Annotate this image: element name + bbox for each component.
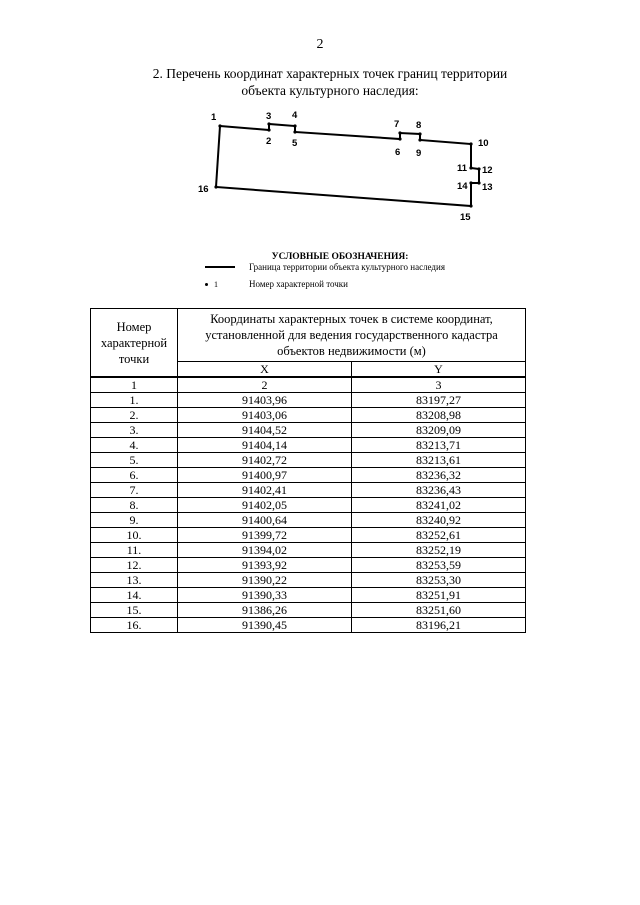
- table-row: [91, 453, 526, 468]
- point-number-cell: 5.: [91, 453, 178, 468]
- point-label-10: 10: [478, 138, 489, 149]
- x-coordinate-cell: 91390,22: [178, 573, 352, 588]
- boundary-polyline: [216, 124, 479, 206]
- x-coordinate-cell: 91394,02: [178, 543, 352, 558]
- point-marker-8: [418, 132, 421, 135]
- boundary-scheme: [190, 105, 500, 230]
- point-number-cell: 15.: [91, 603, 178, 618]
- point-number-cell: 9.: [91, 513, 178, 528]
- table-row: [91, 393, 526, 408]
- legend-boundary-line-icon: [205, 266, 235, 268]
- point-marker-2: [267, 128, 270, 131]
- y-coordinate-cell: 83253,59: [352, 558, 526, 573]
- x-coordinate-cell: 91400,64: [178, 513, 352, 528]
- section-title-line-2: объекта культурного наследия:: [241, 83, 419, 98]
- x-coordinate-cell: 91399,72: [178, 528, 352, 543]
- table-row: [91, 573, 526, 588]
- y-coordinate-cell: 83197,27: [352, 393, 526, 408]
- header-x: X: [178, 362, 352, 378]
- y-coordinate-cell: 83253,30: [352, 573, 526, 588]
- point-label-7: 7: [394, 119, 400, 130]
- point-number-cell: 14.: [91, 588, 178, 603]
- point-label-16: 16: [198, 184, 209, 195]
- header-y: Y: [352, 362, 526, 378]
- point-dot-icon: [205, 283, 208, 286]
- y-coordinate-cell: 83236,32: [352, 468, 526, 483]
- table-row: [91, 423, 526, 438]
- point-number-cell: 13.: [91, 573, 178, 588]
- y-coordinate-cell: 83213,61: [352, 453, 526, 468]
- point-label-14: 14: [457, 181, 468, 192]
- x-coordinate-cell: 91404,14: [178, 438, 352, 453]
- point-marker-7: [398, 131, 401, 134]
- point-label-4: 4: [292, 110, 298, 121]
- point-marker-16: [214, 185, 217, 188]
- point-number-cell: 7.: [91, 483, 178, 498]
- table-row: [91, 588, 526, 603]
- point-marker-14: [469, 181, 472, 184]
- table-row: [91, 558, 526, 573]
- legend-point-number: 1: [214, 279, 218, 289]
- page-number: 2: [316, 37, 324, 52]
- y-coordinate-cell: 83209,09: [352, 423, 526, 438]
- table-row: [91, 468, 526, 483]
- point-label-15: 15: [460, 212, 471, 223]
- y-coordinate-cell: 83208,98: [352, 408, 526, 423]
- x-coordinate-cell: 91390,45: [178, 618, 352, 633]
- legend-boundary-row: [205, 262, 445, 272]
- point-marker-3: [267, 122, 270, 125]
- point-number-cell: 2.: [91, 408, 178, 423]
- point-number-cell: 6.: [91, 468, 178, 483]
- point-marker-15: [469, 204, 472, 207]
- x-coordinate-cell: 91404,52: [178, 423, 352, 438]
- table-index-row: [91, 377, 526, 393]
- index-cell-3: 3: [352, 377, 526, 393]
- table-row: [91, 498, 526, 513]
- legend-point-label: Номер характерной точки: [249, 279, 348, 289]
- y-coordinate-cell: 83241,02: [352, 498, 526, 513]
- x-coordinate-cell: 91403,06: [178, 408, 352, 423]
- x-coordinate-cell: 91403,96: [178, 393, 352, 408]
- x-coordinate-cell: 91402,05: [178, 498, 352, 513]
- table-row: [91, 543, 526, 558]
- y-coordinate-cell: 83251,60: [352, 603, 526, 618]
- point-marker-9: [418, 138, 421, 141]
- point-marker-12: [477, 167, 480, 170]
- y-coordinate-cell: 83252,61: [352, 528, 526, 543]
- point-label-3: 3: [266, 111, 272, 122]
- section-title: [150, 65, 510, 99]
- x-coordinate-cell: 91390,33: [178, 588, 352, 603]
- header-coordinates: Координаты характерных точек в системе координат, установленной для ведения государственного кадастра объектов недвижимости (м): [178, 309, 526, 362]
- legend-point-row: [205, 279, 348, 289]
- x-coordinate-cell: 91393,92: [178, 558, 352, 573]
- point-marker-11: [469, 166, 472, 169]
- point-label-13: 13: [482, 182, 493, 193]
- table-row: [91, 513, 526, 528]
- point-label-6: 6: [395, 147, 401, 158]
- header-point-number: Номер характерной точки: [91, 309, 178, 378]
- legend-point-symbol: [205, 280, 235, 289]
- point-label-2: 2: [266, 136, 272, 147]
- index-cell-2: 2: [178, 377, 352, 393]
- x-coordinate-cell: 91402,72: [178, 453, 352, 468]
- point-number-cell: 4.: [91, 438, 178, 453]
- y-coordinate-cell: 83251,91: [352, 588, 526, 603]
- point-label-12: 12: [482, 165, 493, 176]
- section-title-line-1: 2. Перечень координат характерных точек границ территории: [152, 66, 508, 81]
- point-label-8: 8: [416, 120, 422, 131]
- point-marker-10: [469, 142, 472, 145]
- table-row: [91, 438, 526, 453]
- table-row: [91, 618, 526, 633]
- point-number-cell: 10.: [91, 528, 178, 543]
- point-number-cell: 1.: [91, 393, 178, 408]
- table-row: [91, 528, 526, 543]
- y-coordinate-cell: 83196,21: [352, 618, 526, 633]
- y-coordinate-cell: 83213,71: [352, 438, 526, 453]
- point-marker-5: [293, 130, 296, 133]
- y-coordinate-cell: 83252,19: [352, 543, 526, 558]
- x-coordinate-cell: 91402,41: [178, 483, 352, 498]
- point-number-cell: 16.: [91, 618, 178, 633]
- point-label-1: 1: [211, 112, 217, 123]
- table-row: [91, 408, 526, 423]
- y-coordinate-cell: 83240,92: [352, 513, 526, 528]
- legend-boundary-label: Граница территории объекта культурного наследия: [249, 262, 445, 272]
- point-number-cell: 8.: [91, 498, 178, 513]
- table-row: [91, 603, 526, 618]
- table-row: [91, 483, 526, 498]
- point-marker-13: [477, 181, 480, 184]
- index-cell-1: 1: [91, 377, 178, 393]
- x-coordinate-cell: 91386,26: [178, 603, 352, 618]
- point-marker-6: [398, 137, 401, 140]
- point-label-11: 11: [457, 163, 468, 174]
- y-coordinate-cell: 83236,43: [352, 483, 526, 498]
- point-number-cell: 12.: [91, 558, 178, 573]
- point-number-cell: 11.: [91, 543, 178, 558]
- point-number-cell: 3.: [91, 423, 178, 438]
- point-marker-4: [293, 124, 296, 127]
- point-label-5: 5: [292, 138, 298, 149]
- coordinates-table: [90, 308, 526, 633]
- legend-title: УСЛОВНЫЕ ОБОЗНАЧЕНИЯ:: [271, 252, 409, 262]
- point-label-9: 9: [416, 148, 422, 159]
- point-marker-1: [218, 124, 221, 127]
- x-coordinate-cell: 91400,97: [178, 468, 352, 483]
